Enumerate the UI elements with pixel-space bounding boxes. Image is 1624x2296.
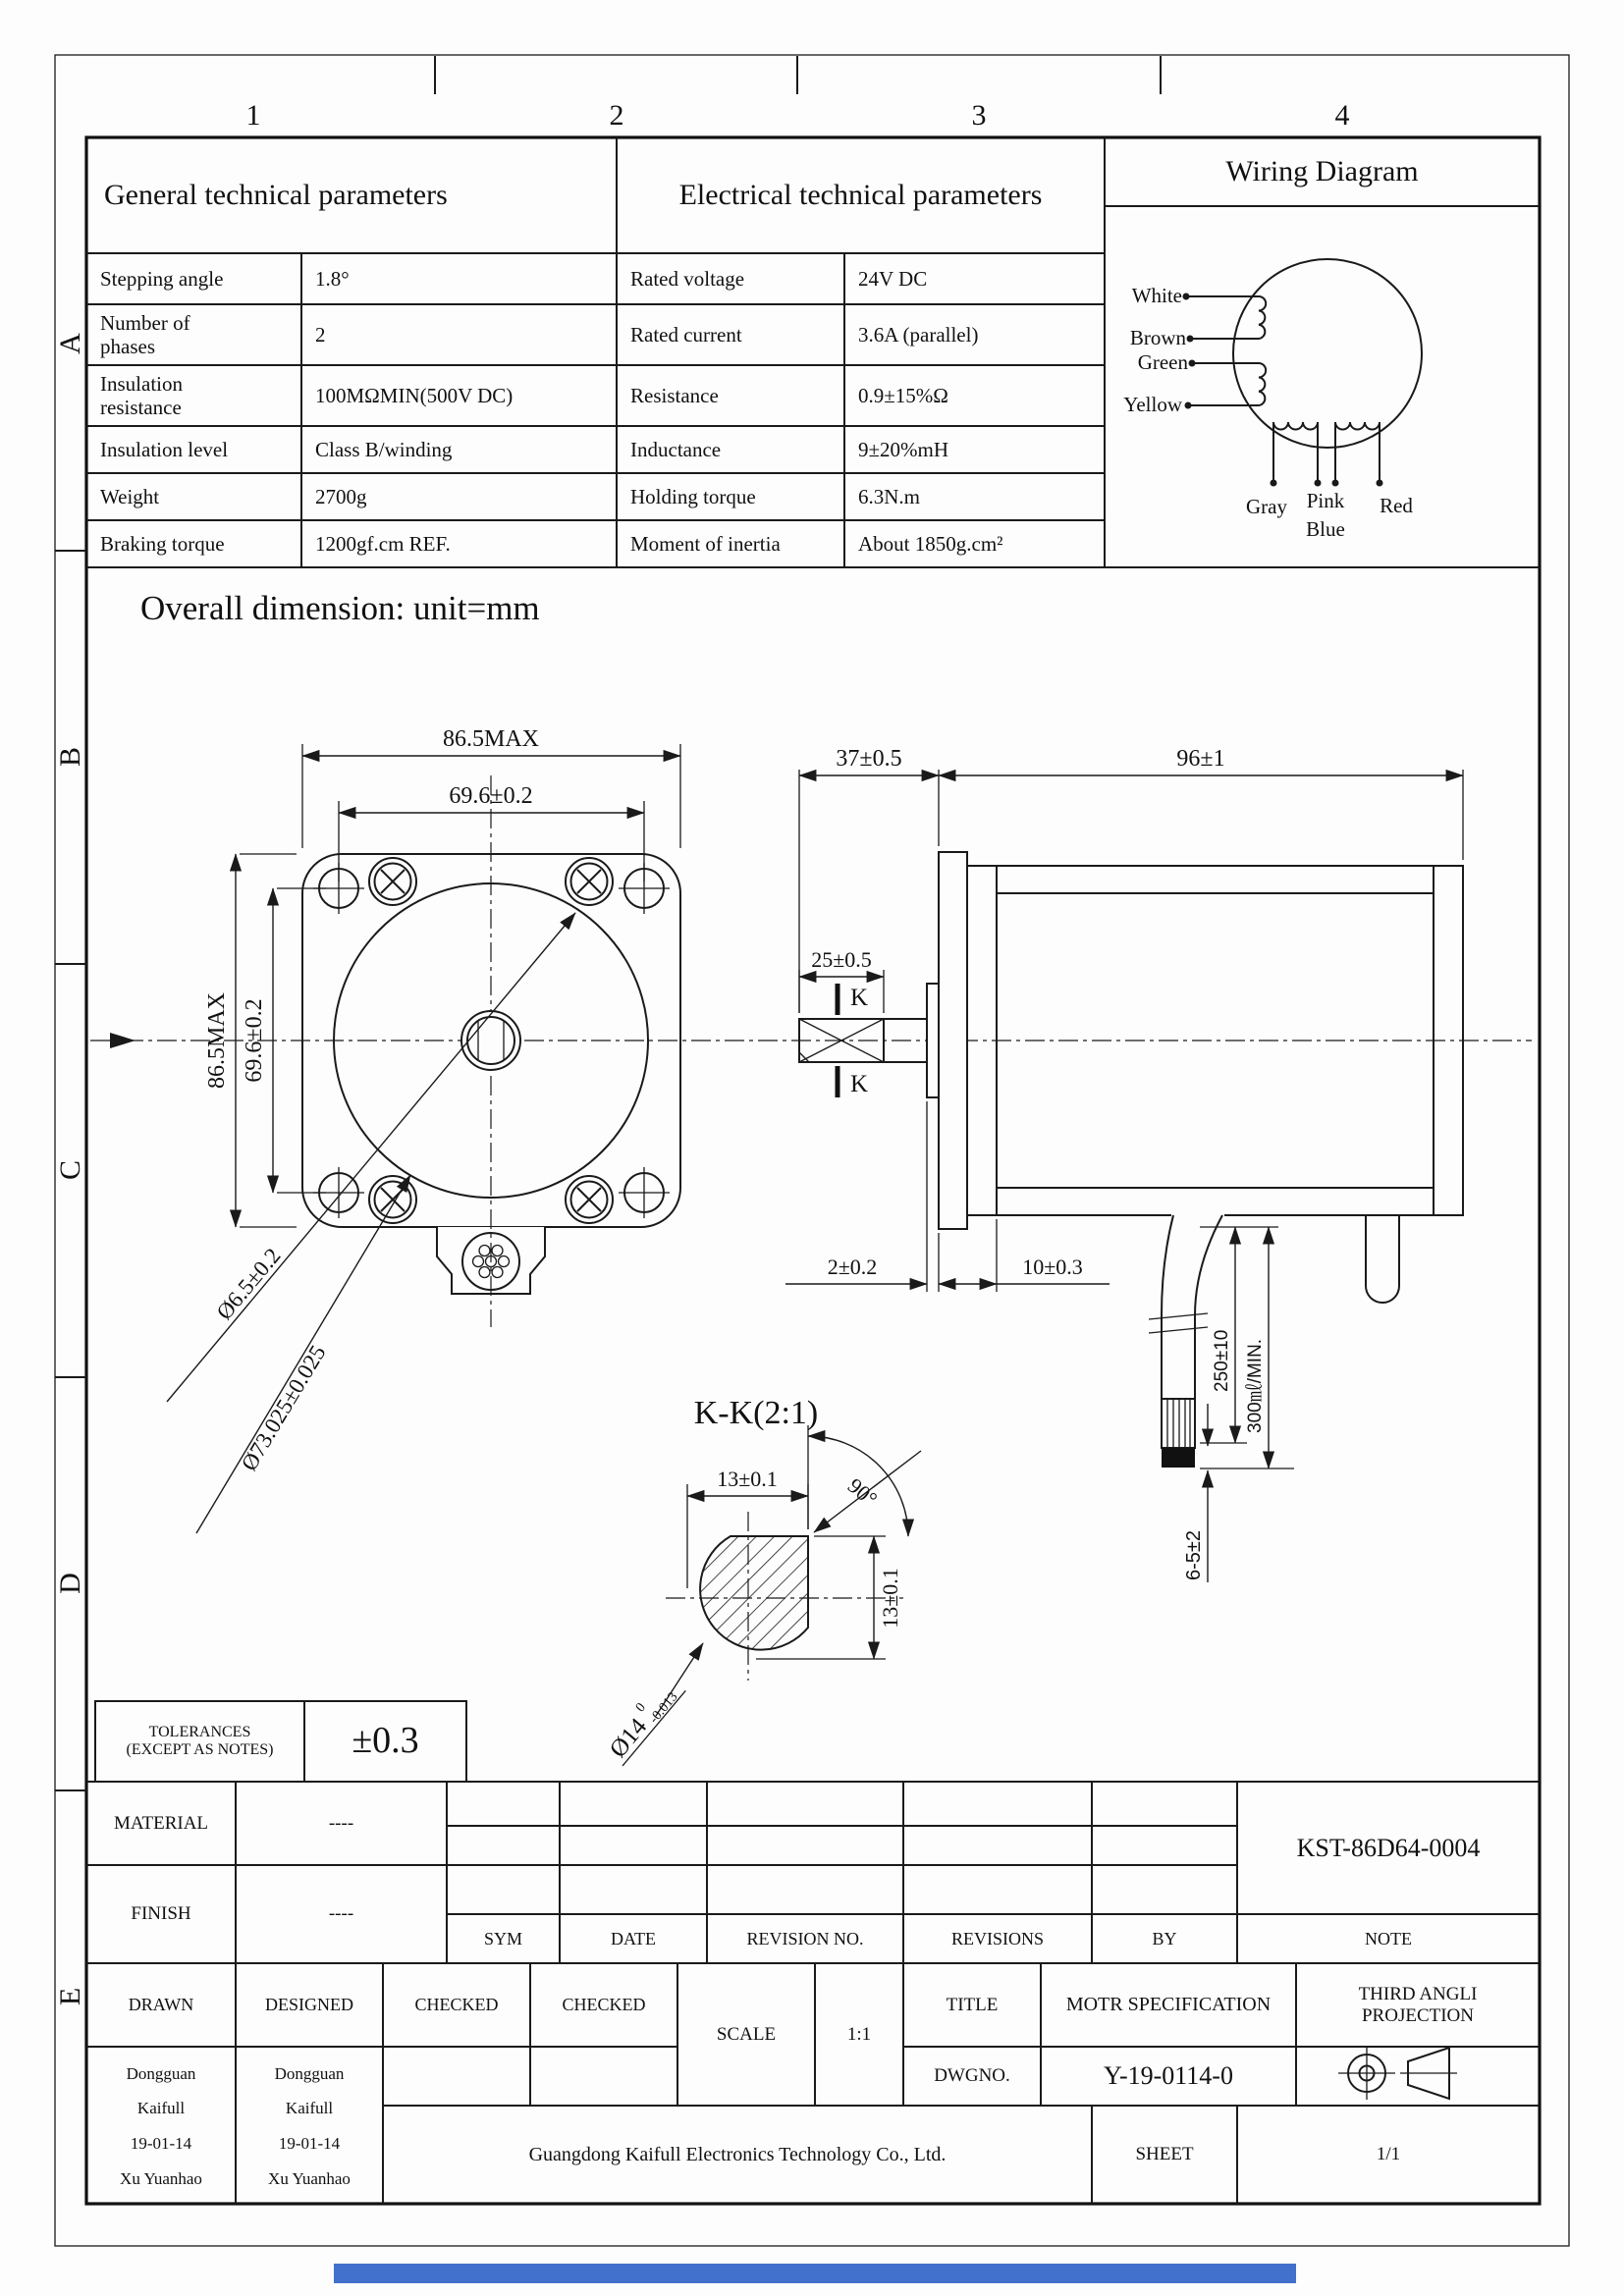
param-value: 9±20%mH [858,437,949,461]
param-value: 2700g [315,484,367,508]
lead-cable [1162,1215,1173,1399]
param-label: Resistance [630,383,719,407]
motor-winding-circle [1233,259,1422,448]
projection-label [1296,1963,1540,2047]
param-label: Holding torque [630,484,756,508]
scale-label: SCALE [716,2023,777,2045]
scale-value: 1:1 [846,2023,872,2045]
grid-row-c: C [53,1160,86,1181]
shaft-length-label: 37±0.5 [836,746,902,772]
electrical-table-title: Electrical technical parameters [678,178,1043,211]
grid-row-b: B [53,747,86,768]
shaft-dia-label [599,1671,687,1767]
boss-length-label: 10±0.3 [1022,1255,1083,1279]
company-name: Guangdong Kaifull Electronics Technology Co., Ltd. [528,2143,947,2165]
designed-info [236,2052,383,2201]
param-value: 3.6A (parallel) [858,322,979,347]
flat-height-label: 13±0.1 [878,1568,902,1629]
grid-col-4: 4 [1334,98,1350,132]
param-label: Moment of inertia [630,531,781,556]
section-mark-top: K [850,985,869,1011]
title-label: TITLE [946,1994,999,2015]
drawn-info-line: Xu Yuanhao [120,2168,202,2188]
svg-text:0: 0 [632,1700,649,1716]
lead-label-white: White [1131,283,1182,307]
title-value: MOTR SPECIFICATION [1065,1994,1272,2015]
grid-col-3: 3 [971,98,987,132]
sym-header: SYM [483,1928,522,1949]
section-title: Overall dimension: unit=mm [140,588,540,627]
param-value: 6.3N.m [858,484,920,508]
lead-label-blue: Blue [1306,516,1345,541]
coil-icon [1259,296,1266,339]
strip-length-label: 6-5±2 [1183,1529,1205,1580]
grid-col-2: 2 [609,98,624,132]
lead-note-label: 300㎖/MIN. [1245,1338,1266,1433]
wiring-title: Wiring Diagram [1225,154,1419,187]
coil-icon [1273,422,1318,430]
lead-label-green: Green [1137,349,1188,374]
wiring-diagram [1183,259,1423,487]
svg-text:-0.013: -0.013 [646,1689,681,1727]
key-length-label: 25±0.5 [811,947,872,972]
material-label: MATERIAL [113,1812,209,1834]
grid-row-e: E [53,1987,86,2006]
param-value: 1200gf.cm REF. [315,531,451,556]
shaft-cross-section [700,1536,808,1650]
projection-line2: PROJECTION [1361,2004,1474,2026]
checked2-label: CHECKED [562,1995,646,2015]
lead-label-pink: Pink [1306,488,1345,512]
width-max-label: 86.5MAX [442,726,540,752]
note-header: NOTE [1365,1928,1412,1949]
flat-width-label: 13±0.1 [717,1467,778,1491]
section-mark-bottom: K [850,1071,869,1097]
general-table-title: General technical parameters [104,178,448,211]
lead-label-gray: Gray [1246,494,1287,518]
by-header: BY [1152,1928,1177,1949]
tolerance-value: ±0.3 [352,1720,419,1762]
lead-length-label: 250±10 [1212,1329,1232,1392]
revision-no-header: REVISION NO. [746,1928,864,1949]
param-value: 100MΩMIN(500V DC) [315,383,514,407]
checked1-label: CHECKED [414,1995,499,2015]
param-label: Inductance [630,437,722,461]
sheet-value: 1/1 [1376,2144,1401,2165]
dwg-label: DWGNO. [934,2065,1010,2087]
part-number: KST-86D64-0004 [1296,1833,1481,1862]
designed-info-line: Dongguan [274,2063,345,2083]
param-value: 2 [315,322,326,347]
scan-artifact-bar [334,2264,1296,2283]
grid-row-a: A [53,333,86,354]
material-value: ---- [328,1812,354,1834]
flange-step-label: 2±0.2 [827,1255,878,1279]
finish-label: FINISH [131,1903,191,1925]
param-label: Braking torque [100,531,225,556]
param-label: Rated voltage [630,266,745,291]
pilot-dia-label: Ø73.025±0.025 [236,1341,331,1475]
tolerance-label-line1: TOLERANCES [148,1723,251,1740]
param-label: Rated current [630,322,742,347]
kk-detail [599,1395,921,1767]
bolt-spacing-v-label: 69.6±0.2 [242,998,267,1083]
param-label: Insulation level [100,437,229,461]
coil-icon [1259,363,1266,405]
bolt-spacing-h-label: 69.6±0.2 [449,783,533,809]
param-label: Number of phases [100,310,190,358]
mount-hole-dia-label: Ø6.5±0.2 [211,1243,286,1325]
drawn-info-line: Dongguan [126,2063,196,2083]
dwg-number: Y-19-0114-0 [1104,2061,1233,2091]
lead-label-brown: Brown [1129,325,1186,349]
flange-plate [939,852,967,1229]
pilot-boss [927,984,939,1097]
param-value: Class B/winding [315,437,453,461]
coil-icon [1335,422,1380,430]
grid-row-d: D [53,1573,86,1594]
designed-label: DESIGNED [265,1995,353,2015]
drawn-info [86,2052,236,2201]
body-length-label: 96±1 [1176,746,1225,772]
height-max-label: 86.5MAX [204,991,230,1090]
param-value: 1.8° [315,266,350,291]
lead-label-yellow: Yellow [1123,392,1182,416]
revisions-header: REVISIONS [950,1928,1044,1949]
finish-value: ---- [328,1903,354,1925]
param-value: About 1850g.cm² [858,531,1003,556]
view-direction-arrow [110,1033,135,1048]
designed-info-line: Xu Yuanhao [268,2168,351,2188]
param-value: 0.9±15%Ω [858,383,948,407]
third-angle-projection-icon [1338,2047,1457,2100]
sheet-label: SHEET [1135,2144,1194,2165]
tolerance-label-line2: (EXCEPT AS NOTES) [126,1741,274,1758]
designed-info-line: Kaifull [285,2099,334,2118]
drawn-info-line: 19-01-14 [130,2134,192,2153]
detail-title: K-K(2:1) [693,1395,819,1431]
param-value: 24V DC [858,266,928,291]
shaft-front [461,1011,520,1070]
svg-text:Ø14: Ø14 [604,1713,653,1763]
wire-tip [1162,1448,1195,1468]
grid-col-1: 1 [245,98,261,132]
strain-relief [1366,1215,1399,1303]
param-label: Stepping angle [100,266,224,291]
param-label: Insulation resistance [100,371,183,419]
drawn-info-line: Kaifull [136,2099,186,2118]
tolerance-label [95,1701,304,1782]
drawn-label: DRAWN [128,1995,194,2015]
projection-line1: THIRD ANGLI [1358,1983,1478,2004]
designed-info-line: 19-01-14 [278,2134,341,2153]
side-view [785,746,1463,1582]
lead-label-red: Red [1380,493,1413,517]
param-label: Weight [100,484,160,508]
date-header: DATE [611,1928,656,1949]
flat-angle-label: 90° [842,1472,883,1512]
